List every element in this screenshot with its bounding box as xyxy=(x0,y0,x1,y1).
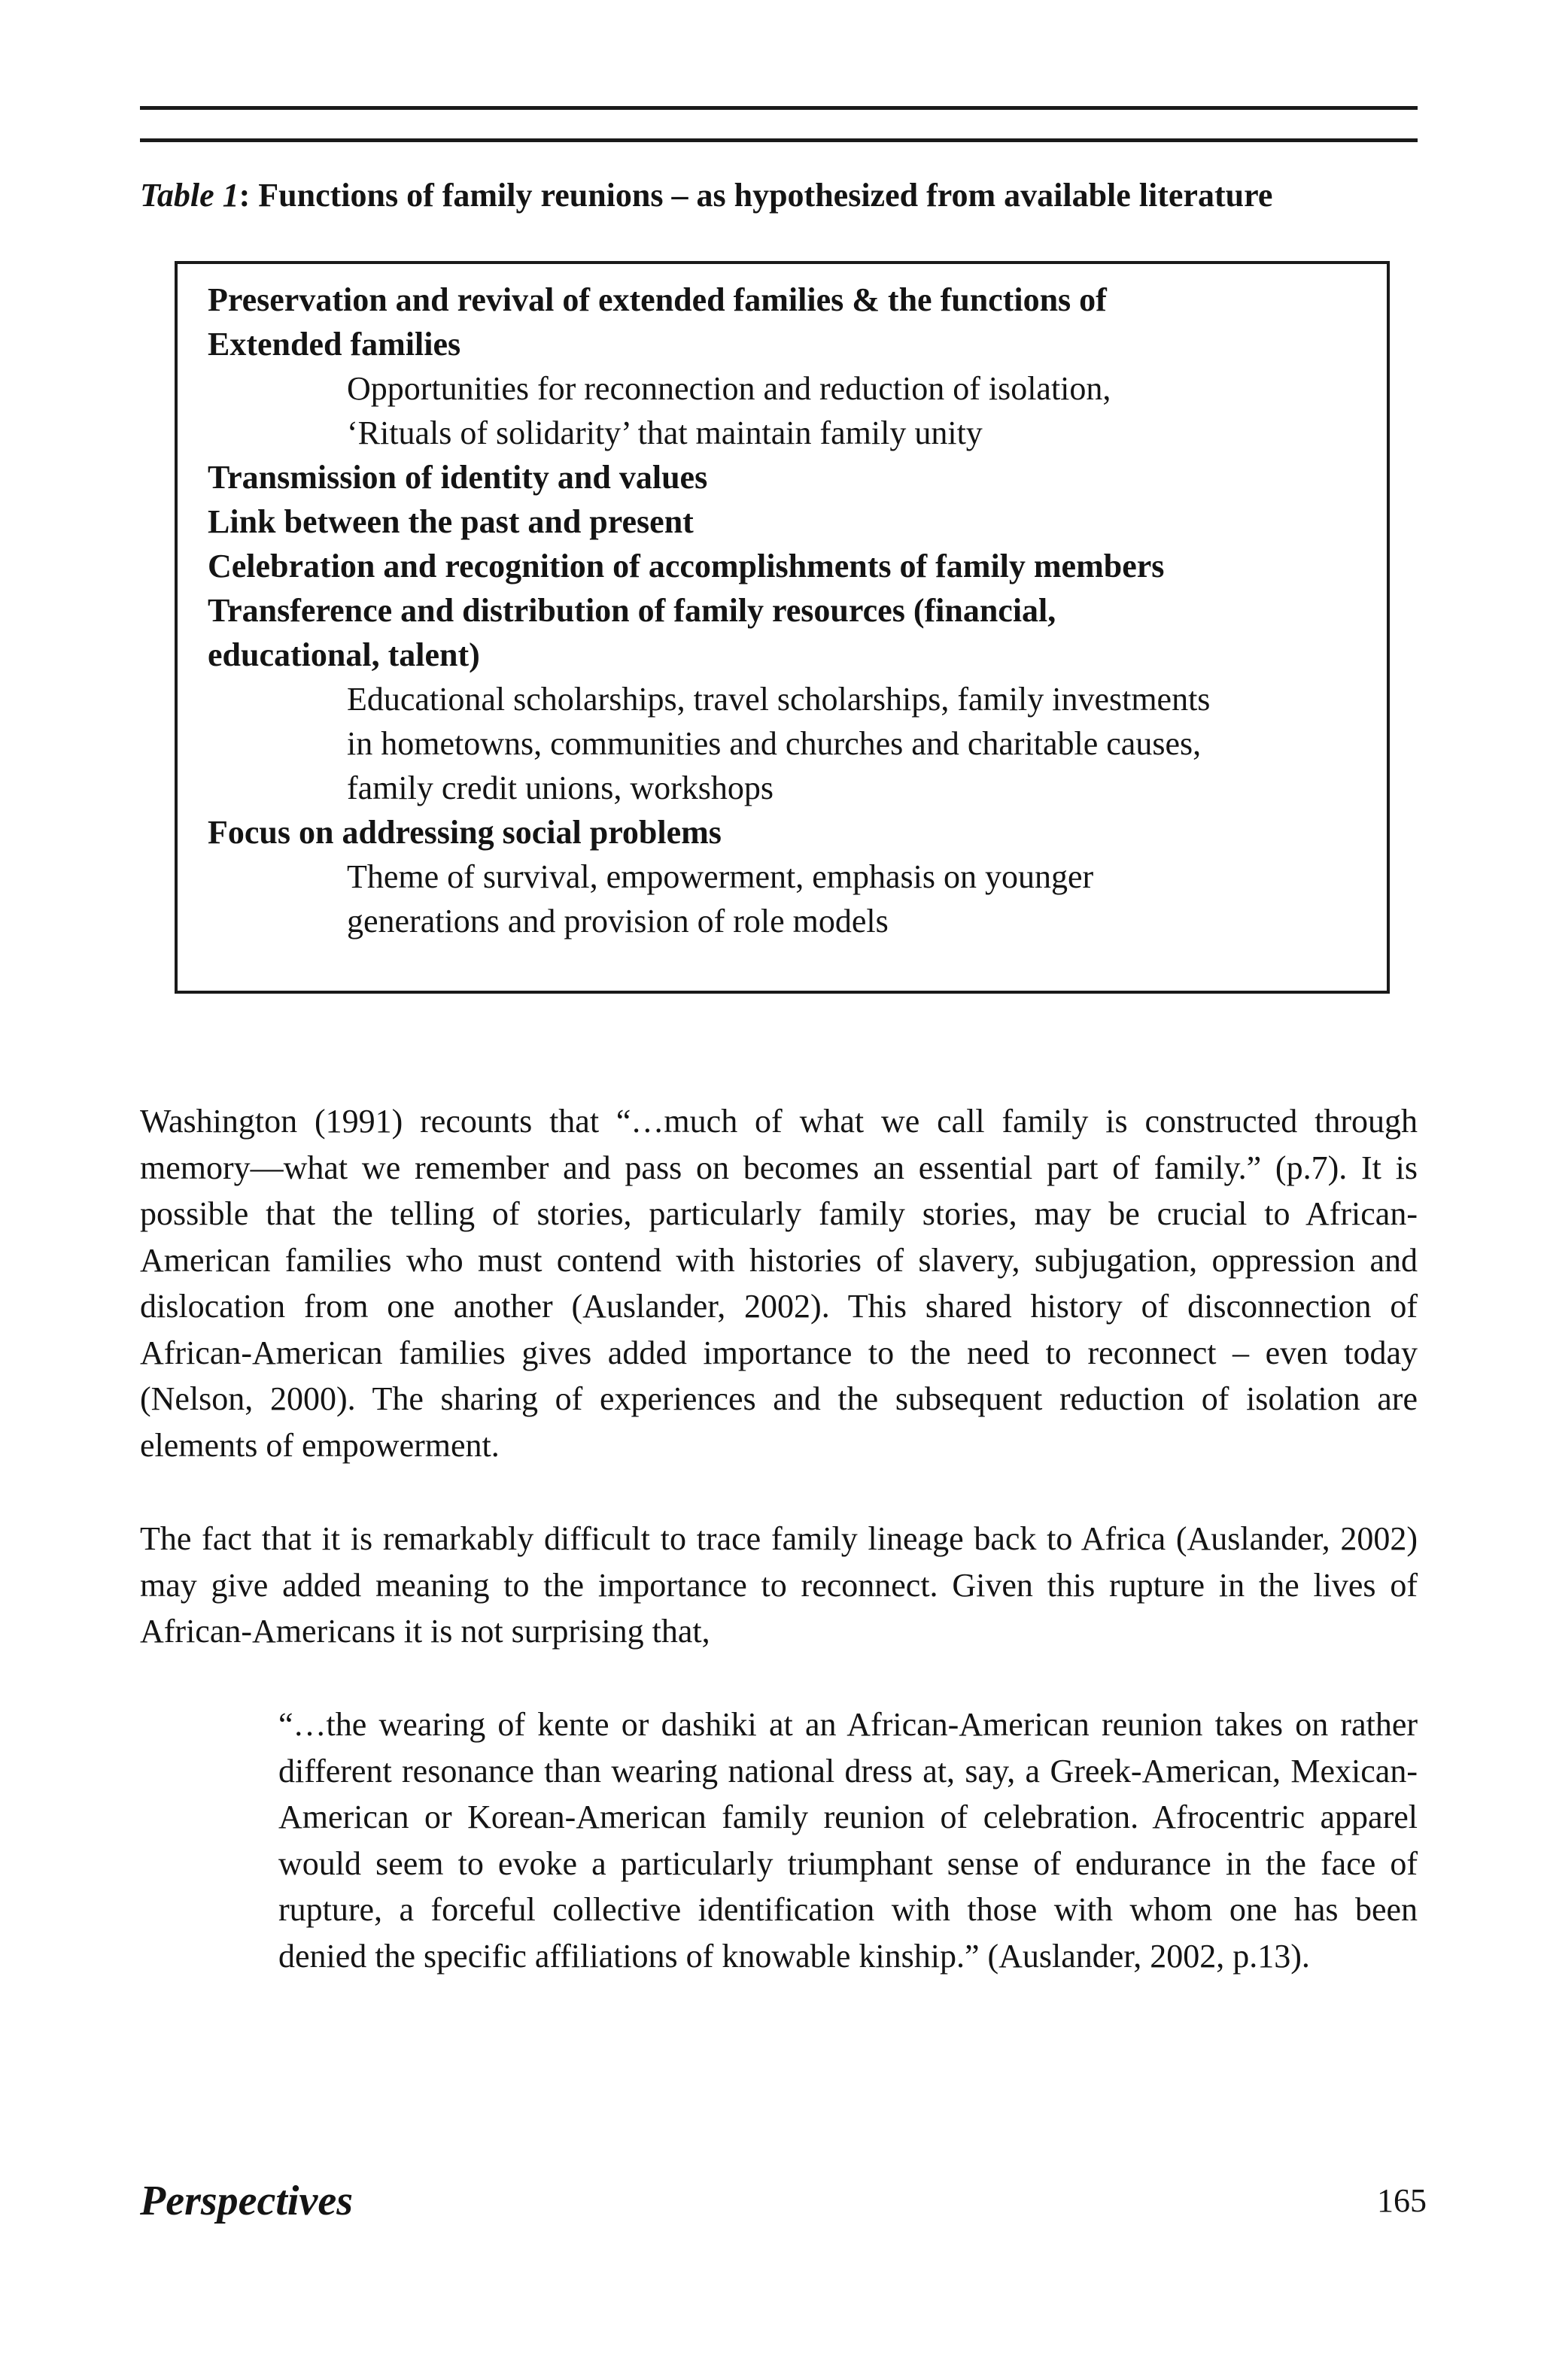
table-caption-text: : Functions of family reunions – as hypothesized from available literature xyxy=(239,177,1273,214)
table-detail: Educational scholarships, travel scholarships, family investments xyxy=(347,681,1211,718)
table-heading: Transference and distribution of family resources (financial, xyxy=(208,592,1056,629)
body-paragraph: The fact that it is remarkably difficult to trace family lineage back to Africa (Auslander, 2002) may give added meaning to the importance to reconnect. Given this rupture in the lives of African-Americans it is not surprising that, xyxy=(140,1520,1418,1650)
body-paragraph: Washington (1991) recounts that “…much of what we call family is constructed through memory—what we remember and pass on becomes an essential part of family.” (p.7). It is possible that the telling of stories, particularly family stories, may be crucial to African-American families who must contend with histories of slavery, subjugation, oppression and dislocation from one another (Auslander, 2002). This shared history of disconnection of African-American families gives added importance to the need to reconnect – even today (Nelson, 2000). The sharing of experiences and the subsequent reduction of isolation are elements of empowerment. xyxy=(140,1103,1418,1464)
table-detail: in hometowns, communities and churches and charitable causes, xyxy=(347,725,1202,762)
table-detail: ‘Rituals of solidarity’ that maintain family unity xyxy=(347,414,983,451)
table-heading: Focus on addressing social problems xyxy=(208,814,722,851)
table-heading-cont: Extended families xyxy=(208,326,461,363)
table-detail: family credit unions, workshops xyxy=(347,770,774,806)
table-detail: Theme of survival, empowerment, emphasis on younger xyxy=(347,858,1094,895)
table-content xyxy=(208,278,1351,943)
table-caption-label: Table 1 xyxy=(140,177,239,214)
block-quote: “…the wearing of kente or dashiki at an African-American reunion takes on rather different resonance than wearing national dress at, say, a Greek-American, Mexican-American or Korean-American family reunion of celebration. Afrocentric apparel would seem to evoke a particularly triumphant sense of endurance in the face of rupture, a forceful collective identification with those with whom one has been denied the specific affiliations of knowable kinship.” (Auslander, 2002, p.13). xyxy=(278,1706,1418,1975)
table-caption xyxy=(140,175,1419,217)
second-rule xyxy=(140,138,1418,142)
table-heading: Transmission of identity and values xyxy=(208,459,708,496)
table-detail: Opportunities for reconnection and reduction of isolation, xyxy=(347,370,1111,407)
table-box xyxy=(175,261,1390,994)
top-rule xyxy=(140,106,1418,110)
journal-title: Perspectives xyxy=(140,2178,353,2224)
table-heading: Preservation and revival of extended families & the functions of xyxy=(208,281,1107,318)
table-heading-cont: educational, talent) xyxy=(208,636,480,673)
table-detail: generations and provision of role models xyxy=(347,903,889,940)
table-heading: Celebration and recognition of accomplishments of family members xyxy=(208,548,1165,584)
table-heading: Link between the past and present xyxy=(208,503,694,540)
page-number: 165 xyxy=(1377,2182,1427,2219)
